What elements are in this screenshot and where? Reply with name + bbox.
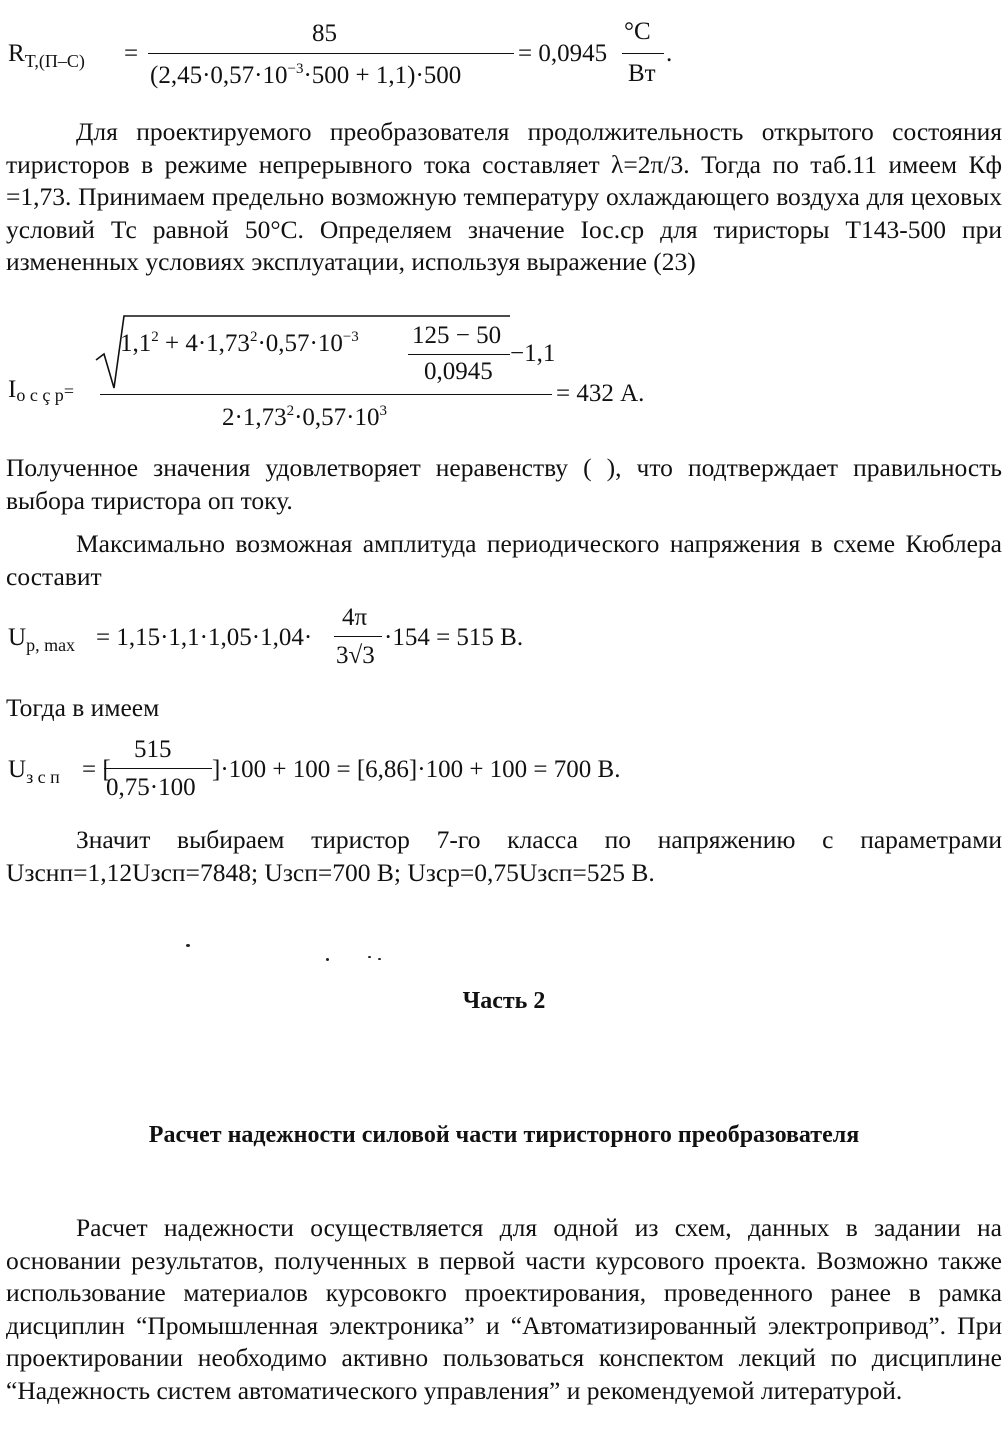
- rad-term-b: + 4·1,73: [165, 330, 250, 357]
- formula-period: .: [666, 40, 673, 67]
- formula-result: = 0,0945: [518, 40, 608, 67]
- formula-equals: =: [63, 381, 74, 401]
- den-term-a: 2·1,73: [222, 404, 287, 431]
- fraction-bar: [104, 768, 212, 769]
- rad-term-c-exp: −3: [342, 329, 359, 345]
- formula-denominator-right: ·500 + 1,1)·500: [303, 62, 462, 89]
- formula-result: ·154 = 515 В.: [384, 624, 524, 651]
- inner-fraction-bar: [408, 354, 510, 355]
- unit-numerator: °С: [624, 18, 651, 45]
- fraction-numerator: 4π: [342, 604, 368, 631]
- formula-denominator-left: (2,45·0,57·10: [150, 62, 288, 89]
- formula-lhs: U: [8, 624, 27, 651]
- paragraph-reliability-intro: Расчет надежности осуществляется для одной из схем, данных в задании на основании результатов, полученных в первой части курсового проекта. Возможно также использование материалов курсовокго проектирования, проведенного ранее в рамка дисциплин “Промышленная электроника” и “Автоматизированный электропривод”. При проектировании необходимо активно пользоваться конспектом лекций по дисциплине “Надежность систем автоматического управления” и рекомендуемой литературой.: [6, 1213, 1002, 1405]
- formula-equals: =: [124, 40, 139, 67]
- rad-term-a-exp: 2: [151, 329, 159, 345]
- main-fraction-bar: [100, 394, 552, 395]
- paragraph-thyristor-selection: Для проектируемого преобразователя продолжительность открытого состояния тиристоров в режиме непрерывного тока составляет λ=2π/3. Тогда по таб.11 имеем Кф =1,73. Принимаем предельно возможную температуру охлаждающего воздуха для цеховых условий Тс равной 50°С. Определяем значение Iос.ср для тиристоры Т143-500 при измененных условиях эксплуатации, используя выражение (23): [6, 117, 1002, 276]
- formula-expression-start: = [: [82, 756, 111, 783]
- unit-denominator: Вт: [628, 60, 656, 87]
- scan-speck: [378, 958, 381, 960]
- formula-result: = 432 А.: [556, 380, 645, 407]
- formula-lhs-subscript: T,(П–С): [24, 51, 85, 71]
- paragraph-max-amplitude: Максимально возможная амплитуда периодического напряжения в схеме Кюблера составит: [6, 529, 1002, 591]
- rad-term-b-exp: 2: [249, 329, 258, 345]
- formula-lhs: R: [8, 40, 25, 67]
- formula-lhs-subscript: p, max: [26, 635, 76, 655]
- section-heading: Расчет надежности силовой части тиристорного преобразователя: [148, 1122, 860, 1148]
- fraction-bar: [334, 636, 382, 637]
- formula-expression: = 1,15·1,1·1,05·1,04·: [96, 624, 313, 651]
- fraction-denominator: 0,75·100: [106, 774, 196, 801]
- inner-fraction-denominator: 0,0945: [424, 358, 493, 385]
- formula-lhs: I: [8, 376, 17, 403]
- formula-lhs-subscript: о с ç р: [16, 385, 64, 405]
- paragraph-inequality-check: Полученное значения удовлетворяет неравенству ( ), что подтверждает правильность выбора тиристора оп току.: [6, 453, 1002, 515]
- fraction-bar: [148, 53, 514, 54]
- rad-term-a: 1,1: [120, 330, 152, 357]
- den-term-b: ·0,57·10: [294, 404, 380, 431]
- den-term-a-exp: 2: [286, 403, 295, 419]
- formula-result: ]·100 + 100 = [6,86]·100 + 100 = 700 В.: [212, 756, 621, 783]
- rad-tail: −1,1: [510, 340, 556, 367]
- scan-speck: [326, 958, 329, 961]
- rad-term-c: ·0,57·10: [257, 330, 343, 357]
- part-heading: Часть 2: [462, 988, 546, 1014]
- scan-speck: [368, 956, 371, 958]
- fraction-numerator: 515: [134, 736, 172, 763]
- formula-denominator-exponent: −3: [287, 61, 304, 77]
- formula-numerator: 85: [312, 20, 337, 47]
- scan-speck: [186, 944, 190, 947]
- paragraph-then: Тогда в имеем: [6, 693, 160, 722]
- inner-fraction-numerator: 125 − 50: [412, 322, 502, 349]
- formula-lhs: U: [8, 756, 27, 783]
- unit-fraction-bar: [622, 53, 664, 54]
- den-term-b-exp: 3: [379, 403, 387, 419]
- formula-lhs-subscript: з с п: [26, 767, 60, 787]
- paragraph-thyristor-class: Значит выбираем тиристор 7-го класса по напряжению с параметрами Uзснп=1,12Uзсп=7848; Uзсп=700 В; Uзср=0,75Uзсп=525 В.: [6, 825, 1002, 887]
- fraction-denominator: 3√3: [336, 642, 375, 669]
